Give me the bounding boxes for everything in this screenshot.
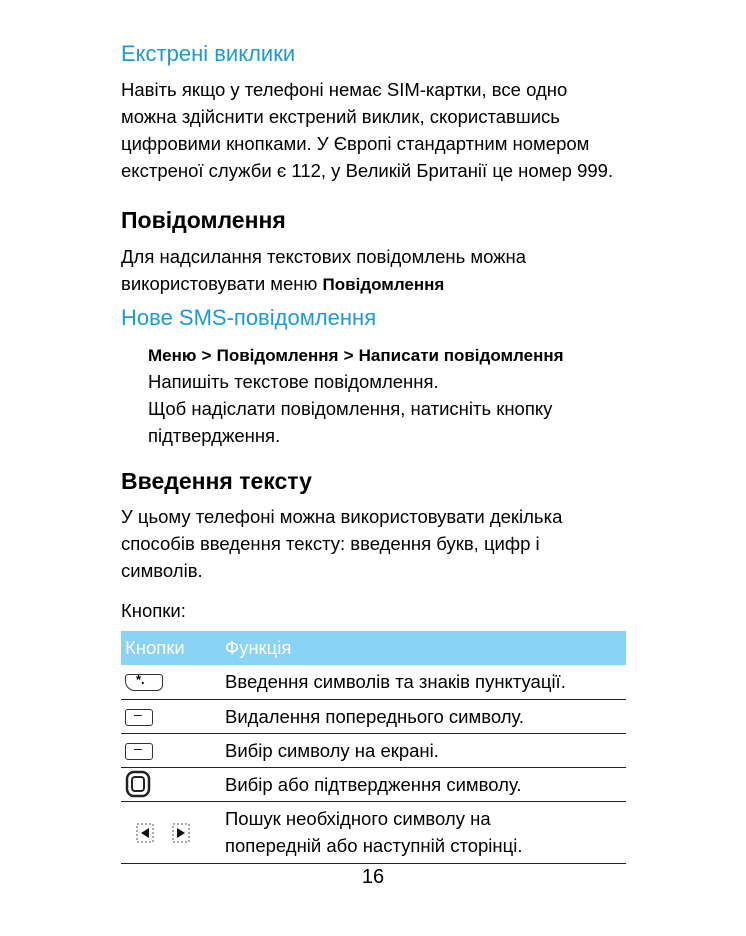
text-input-paragraph [121, 503, 641, 584]
emergency-line: екстреної служби є 112, у Великій Британії це номер 999. [121, 160, 614, 181]
path-messages: Повідомлення [216, 346, 339, 365]
star-key-icon [125, 674, 163, 691]
path-separator: > [343, 346, 354, 365]
text-input-line: символів. [121, 560, 203, 581]
sms-step-1: Напишіть текстове повідомлення. [148, 371, 439, 392]
emergency-heading: Екстрені виклики [121, 41, 296, 66]
emergency-line: Навіть якщо у телефоні немає SIM-картки, все одно [121, 79, 568, 100]
left-right-nav-icon [125, 822, 195, 844]
messages-heading: Повідомлення [121, 207, 286, 233]
function-line: Пошук необхідного символу на [225, 808, 491, 829]
table-header-row [121, 631, 626, 665]
ok-key-icon [125, 770, 151, 798]
right-softkey-icon [125, 739, 153, 760]
path-menu: Меню [148, 346, 197, 365]
menu-path [148, 341, 628, 369]
sms-step-2-line: підтвердження. [148, 425, 281, 446]
key-cell [121, 699, 225, 733]
right-softkey-glyph: – [134, 739, 142, 756]
table-row [121, 665, 626, 699]
star-key-glyph: *. [136, 672, 145, 688]
function-cell: Видалення попереднього символу. [225, 699, 626, 733]
messages-line-text: використовувати меню [121, 273, 323, 294]
key-cell [121, 767, 225, 801]
keys-label: Кнопки: [121, 600, 186, 621]
left-softkey-icon [125, 705, 153, 726]
key-cell [121, 733, 225, 767]
messages-line [121, 270, 641, 298]
header-keys: Кнопки [121, 631, 225, 665]
table-row [121, 801, 626, 863]
table-row [121, 733, 626, 767]
messages-paragraph [121, 243, 641, 298]
header-function: Функція [225, 631, 626, 665]
function-line: попередній або наступній сторінці. [225, 835, 523, 856]
table-row [121, 699, 626, 733]
emergency-line: можна здійснити екстрений виклик, скориставшись [121, 106, 560, 127]
key-cell [121, 801, 225, 863]
messages-line: Для надсилання текстових повідомлень можна [121, 246, 527, 267]
messages-menu-name: Повідомлення [322, 275, 445, 294]
table-row [121, 767, 626, 801]
function-cell: Введення символів та знаків пунктуації. [225, 665, 626, 699]
function-cell [225, 801, 626, 863]
path-separator: > [201, 346, 212, 365]
keys-table [121, 631, 626, 864]
new-sms-heading: Нове SMS-повідомлення [121, 305, 377, 330]
text-input-heading: Введення тексту [121, 468, 312, 494]
key-cell [121, 665, 225, 699]
text-input-line: способів введення тексту: введення букв, цифр і [121, 533, 540, 554]
left-softkey-glyph: – [134, 705, 142, 722]
emergency-paragraph [121, 76, 681, 184]
function-cell: Вибір символу на екрані. [225, 733, 626, 767]
function-cell: Вибір або підтвердження символу. [225, 767, 626, 801]
emergency-line: цифровими кнопками. У Європі стандартним номером [121, 133, 590, 154]
sms-steps [148, 368, 628, 449]
page-number: 16 [361, 866, 385, 888]
text-input-line: У цьому телефоні можна використовувати декілька [121, 506, 563, 527]
path-write-message: Написати повідомлення [358, 346, 564, 365]
sms-step-2-line: Щоб надіслати повідомлення, натисніть кнопку [148, 398, 553, 419]
